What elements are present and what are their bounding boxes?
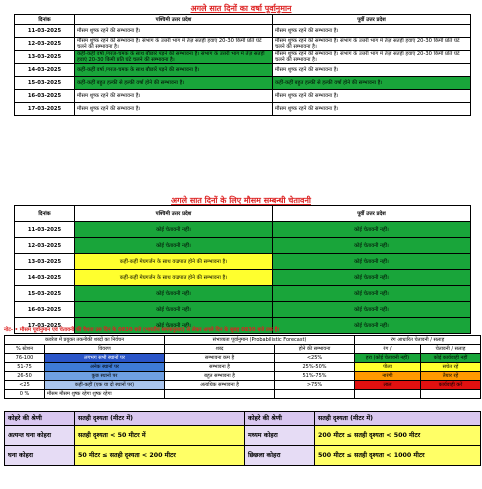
table-row <box>15 90 471 103</box>
validity-note: नोट- • मौसम पूर्वानुमान एवं चेतावनी की वैधता उस दिन के 0830 बजे (भारतीय समयानुसार) से लेकर अगले दिन के सुबह 0830 बजे तक है। <box>4 327 280 333</box>
table-row <box>15 38 471 51</box>
table-row <box>15 103 471 116</box>
east-up-cell: कोई चेतावनी नहीं। <box>273 318 471 334</box>
east-up-cell: मौसम शुष्क रहने की सम्भावना है। <box>273 64 471 77</box>
date-cell: 11-03-2025 <box>15 222 75 238</box>
column-header: पूर्वी उत्तर प्रदेश <box>273 15 471 25</box>
legend-word: सम्भावना कम है <box>165 354 275 363</box>
legend-subheader-row <box>5 345 481 354</box>
date-cell: 12-03-2025 <box>15 238 75 254</box>
legend-subheader: शब्द <box>165 345 275 354</box>
legend-percent: 76-100 <box>5 354 45 363</box>
legend-color-header: रंग आधारित चेतावनी / सलाह <box>355 336 481 345</box>
east-up-cell: कोई चेतावनी नहीं। <box>273 254 471 270</box>
fog-header-row <box>5 412 481 426</box>
date-cell: 13-03-2025 <box>15 254 75 270</box>
legend-row <box>5 381 481 390</box>
west-up-cell: मौसम शुष्क रहने की सम्भावना है। <box>75 25 273 38</box>
fog-category: घना कोहरा <box>5 446 75 466</box>
east-up-cell: कोई चेतावनी नहीं। <box>273 286 471 302</box>
legend-word <box>165 390 275 399</box>
column-header: पश्चिमी उत्तर प्रदेश <box>75 15 273 25</box>
table-row <box>15 222 471 238</box>
west-up-cell: कोई चेतावनी नहीं। <box>75 302 273 318</box>
fog-row <box>5 446 481 466</box>
legend-description: लगभग सभी स्थानों पर <box>45 354 165 363</box>
legend-word: बहुत सम्भावना है <box>165 372 275 381</box>
east-up-cell: कोई चेतावनी नहीं। <box>273 270 471 286</box>
date-cell: 16-03-2025 <box>15 302 75 318</box>
east-up-cell: कोई चेतावनी नहीं। <box>273 222 471 238</box>
fog-category-table <box>4 411 481 466</box>
legend-description: अनेक स्थानों पर <box>45 363 165 372</box>
legend-probability: <25% <box>275 354 355 363</box>
east-up-cell: मौसम शुष्क रहने की सम्भावना है। संभाग के उत्तरी भाग में तेज़ सतही हवाएं 20-30 किमी प्रति घंटे चलने की सम्भावना है। <box>273 51 471 64</box>
header-row <box>15 206 471 222</box>
legend-color: पीला <box>355 363 421 372</box>
west-up-cell: कोई चेतावनी नहीं। <box>75 318 273 334</box>
legend-row <box>5 390 481 399</box>
date-cell: 15-03-2025 <box>15 286 75 302</box>
warning-title: अगले सात दिनों के लिए मौसम सम्बन्धी चेतावनी <box>171 196 311 205</box>
legend-probability: >75% <box>275 381 355 390</box>
legend-probability-header: संभाव्यता पूर्वानुमान (Probabilistic Forecast) <box>165 336 355 345</box>
legend-color: हरा (कोई चेतावनी नहीं) <box>355 354 421 363</box>
legend-advice: तैयार रहें <box>421 372 481 381</box>
table-row <box>15 51 471 64</box>
fog-header: सतही दृश्यता (मीटर में) <box>75 412 245 426</box>
legend-word: अत्यधिक सम्भावना है <box>165 381 275 390</box>
legend-subheader: रंग / <box>355 345 421 354</box>
table-row <box>15 286 471 302</box>
weather-warning-table <box>14 205 471 334</box>
column-header: पश्चिमी उत्तर प्रदेश <box>75 206 273 222</box>
legend-row <box>5 372 481 381</box>
west-up-cell: मौसम शुष्क रहने की सम्भावना है। <box>75 90 273 103</box>
date-cell: 17-03-2025 <box>15 103 75 116</box>
east-up-cell: कोई चेतावनी नहीं। <box>273 238 471 254</box>
date-cell: 13-03-2025 <box>15 51 75 64</box>
legend-subheader: चेतावनी / सलाह <box>421 345 481 354</box>
legend-subheader: % स्टेशन <box>5 345 45 354</box>
legend-color <box>355 390 421 399</box>
west-up-cell: कोई चेतावनी नहीं। <box>75 238 273 254</box>
legend-table <box>4 335 481 399</box>
legend-color: नारंगी <box>355 372 421 381</box>
legend-subheader: विवरण <box>45 345 165 354</box>
legend-color: लाल <box>355 381 421 390</box>
legend-subheader: होने की सम्भावना <box>275 345 355 354</box>
legend-description: मौसम मौसम शुष्क रहेगा शुष्क रहेगा <box>45 390 165 399</box>
legend-advice: सचेत रहें <box>421 363 481 372</box>
date-cell: 15-03-2025 <box>15 77 75 90</box>
legend-percent: 51-75 <box>5 363 45 372</box>
west-up-cell: कोई चेतावनी नहीं। <box>75 222 273 238</box>
table-row <box>15 25 471 38</box>
date-cell: 17-03-2025 <box>15 318 75 334</box>
legend-advice: कार्यवाही करें <box>421 381 481 390</box>
legend-percent: <25 <box>5 381 45 390</box>
fog-category: मध्यम कोहरा <box>245 426 315 446</box>
rainfall-forecast-table <box>14 14 471 116</box>
legend-percent: 26-50 <box>5 372 45 381</box>
fog-visibility: सतही दृश्यता < 50 मीटर में <box>75 426 245 446</box>
fog-visibility: 50 मीटर ≤ सतही दृश्यता < 200 मीटर <box>75 446 245 466</box>
legend-probability: 51%-75% <box>275 372 355 381</box>
legend-row <box>5 363 481 372</box>
legend-description: कहीं-कहीं (एक या दो स्थानों पर) <box>45 381 165 390</box>
date-cell: 14-03-2025 <box>15 64 75 77</box>
fog-header: कोहरे की श्रेणी <box>245 412 315 426</box>
east-up-cell: कोई चेतावनी नहीं। <box>273 302 471 318</box>
date-cell: 12-03-2025 <box>15 38 75 51</box>
west-up-cell: मौसम शुष्क रहने की सम्भावना है। <box>75 103 273 116</box>
legend-percent: 0 % <box>5 390 45 399</box>
column-header: पूर्वी उत्तर प्रदेश <box>273 206 471 222</box>
date-cell: 11-03-2025 <box>15 25 75 38</box>
table-row <box>15 64 471 77</box>
east-up-cell: कहीं-कहीं बहुत हल्की से हल्की वर्षा होने की सम्भावना है। <box>273 77 471 90</box>
fog-visibility: 500 मीटर ≤ सतही दृश्यता < 1000 मीटर <box>315 446 481 466</box>
west-up-cell: कहीं-कहीं मेघगर्जन के साथ वज्रपात होने की सम्भावना है। <box>75 254 273 270</box>
west-up-cell: कोई चेतावनी नहीं। <box>75 286 273 302</box>
column-header: दिनांक <box>15 15 75 25</box>
table-row <box>15 302 471 318</box>
legend-row <box>5 354 481 363</box>
legend-header-row <box>5 336 481 345</box>
table-row <box>15 238 471 254</box>
date-cell: 14-03-2025 <box>15 270 75 286</box>
legend-probability <box>275 390 355 399</box>
fog-header: कोहरे की श्रेणी <box>5 412 75 426</box>
header-row <box>15 15 471 25</box>
legend-word: सम्भावना है <box>165 363 275 372</box>
legend-description: कुछ स्थानों पर <box>45 372 165 381</box>
west-up-cell: कहीं-कहीं वर्षा /गरज-चमक के साथ बौछारें पड़ने की सम्भावना है। संभाग के उत्तरी भाग में तेज़ सतही हवाएं 20-30 किमी प्रति घंटे चलने की सम्भावना है। <box>75 51 273 64</box>
table-row <box>15 77 471 90</box>
fog-category: छिछला कोहरा <box>245 446 315 466</box>
west-up-cell: कहीं-कहीं मेघगर्जन के साथ वज्रपात होने की सम्भावना है। <box>75 270 273 286</box>
column-header: दिनांक <box>15 206 75 222</box>
fog-category: अत्यन्त घना कोहरा <box>5 426 75 446</box>
fog-visibility: 200 मीटर ≤ सतही दृश्यता < 500 मीटर <box>315 426 481 446</box>
fog-row <box>5 426 481 446</box>
east-up-cell: मौसम शुष्क रहने की सम्भावना है। <box>273 25 471 38</box>
west-up-cell: कहीं-कहीं वर्षा /गरज-चमक के साथ बौछारें पड़ने की सम्भावना है। <box>75 64 273 77</box>
east-up-cell: मौसम शुष्क रहने की सम्भावना है। <box>273 103 471 116</box>
legend-coverage-header: कवरेज में प्रयुक्त तकनीकी शब्दों का निर्वचन <box>5 336 165 345</box>
date-cell: 16-03-2025 <box>15 90 75 103</box>
table-row <box>15 254 471 270</box>
east-up-cell: मौसम शुष्क रहने की सम्भावना है। संभाग के उत्तरी भाग में तेज़ सतही हवाएं 20-30 किमी प्रति घंटे चलने की सम्भावना है। <box>273 38 471 51</box>
legend-advice <box>421 390 481 399</box>
west-up-cell: मौसम शुष्क रहने की सम्भावना है। संभाग के उत्तरी भाग में तेज़ सतही हवाएं 20-30 किमी प्रति घंटे चलने की सम्भावना है। <box>75 38 273 51</box>
east-up-cell: मौसम शुष्क रहने की सम्भावना है। <box>273 90 471 103</box>
legend-probability: 25%-50% <box>275 363 355 372</box>
table-row <box>15 270 471 286</box>
fog-header: सतही दृश्यता (मीटर में) <box>315 412 481 426</box>
legend-advice: कोई कार्यवाही नहीं <box>421 354 481 363</box>
forecast-title: अगले सात दिनों का वर्षा पूर्वानुमान <box>190 4 292 13</box>
west-up-cell: कहीं-कहीं बहुत हल्की से हल्की वर्षा होने की सम्भावना है। <box>75 77 273 90</box>
